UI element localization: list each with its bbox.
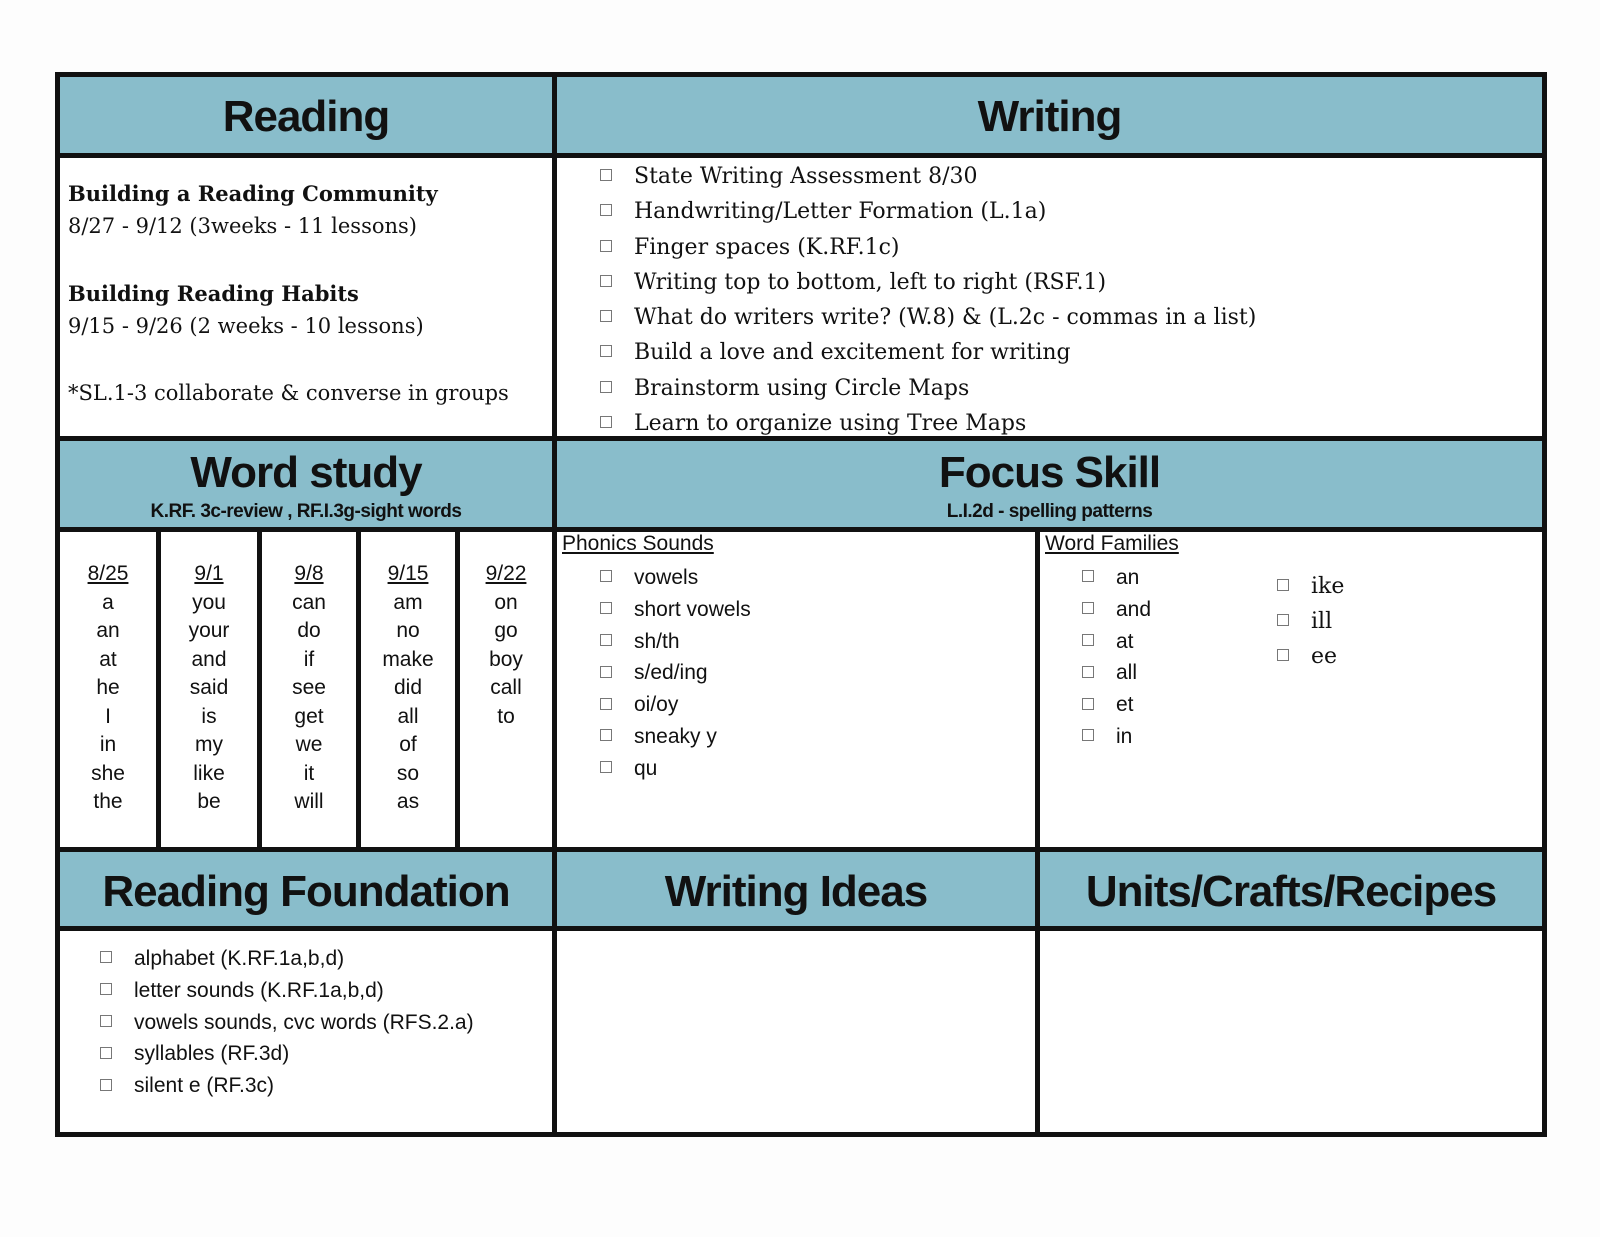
reading-unit1-dates: 8/27 - 9/12 (3weeks - 11 lessons): [68, 214, 418, 238]
word-families-column-1: [1082, 562, 1151, 753]
word-week-column: [262, 532, 356, 847]
sight-word: said: [189, 676, 229, 699]
sight-word: so: [396, 761, 420, 785]
sight-word: go: [494, 619, 518, 642]
writing-item: What do writers write? (W.8) & (L.2c - commas in a list): [600, 300, 1500, 335]
family-item: ill: [1277, 604, 1344, 639]
checkbox[interactable]: [600, 634, 612, 646]
sight-word: a: [102, 590, 114, 614]
writing-item: Build a love and excitement for writing: [600, 335, 1500, 370]
checkbox[interactable]: [1277, 614, 1289, 626]
sight-word: I: [105, 704, 111, 728]
sight-word: see: [292, 676, 326, 699]
checkbox[interactable]: [600, 310, 612, 322]
phonics-item: sh/th: [600, 626, 751, 658]
checkbox[interactable]: [600, 275, 612, 287]
sight-word: can: [292, 590, 326, 614]
phonics-sounds-title: Phonics Sounds: [562, 532, 714, 555]
checkbox[interactable]: [600, 204, 612, 216]
word-week-date: 9/1: [194, 562, 224, 585]
checkbox[interactable]: [600, 761, 612, 773]
foundation-item: letter sounds (K.RF.1a,b,d): [100, 975, 550, 1007]
focus-skill-header: [557, 441, 1542, 527]
sight-word: my: [195, 733, 223, 756]
reading-title: Reading: [222, 92, 390, 141]
writing-item: State Writing Assessment 8/30: [600, 159, 1500, 194]
reading-foundation-content: [100, 943, 550, 1102]
phonics-item: s/ed/ing: [600, 657, 751, 689]
checkbox[interactable]: [600, 345, 612, 357]
phonics-item: short vowels: [600, 594, 751, 626]
units-title: Units/Crafts/Recipes: [1085, 867, 1497, 916]
checkbox[interactable]: [600, 602, 612, 614]
reading-content: [68, 177, 548, 410]
sight-word: as: [396, 790, 420, 813]
word-week-date: 9/15: [387, 562, 429, 585]
sight-word: it: [303, 761, 315, 785]
word-study-header: [60, 441, 552, 527]
checkbox[interactable]: [600, 729, 612, 741]
sight-word: she: [91, 761, 125, 785]
reading-foundation-title: Reading Foundation: [102, 867, 510, 916]
writing-ideas-title: Writing Ideas: [664, 867, 928, 916]
foundation-item: alphabet (K.RF.1a,b,d): [100, 943, 550, 975]
checkbox[interactable]: [1082, 602, 1094, 614]
checkbox[interactable]: [600, 698, 612, 710]
checkbox[interactable]: [1082, 666, 1094, 678]
checkbox[interactable]: [1082, 698, 1094, 710]
word-week-date: 9/8: [294, 562, 324, 585]
focus-skill-title: Focus Skill: [938, 448, 1161, 497]
checkbox[interactable]: [100, 1047, 112, 1059]
word-week-column: [60, 532, 156, 847]
writing-item: Handwriting/Letter Formation (L.1a): [600, 194, 1500, 229]
phonics-item: sneaky y: [600, 721, 751, 753]
sight-word: call: [490, 676, 522, 699]
checkbox[interactable]: [100, 983, 112, 995]
sight-word: like: [193, 761, 225, 785]
sight-word: do: [297, 619, 321, 642]
sight-word: to: [497, 704, 515, 728]
lesson-plan-grid: [55, 72, 1547, 1137]
writing-item: Learn to organize using Tree Maps: [600, 406, 1500, 441]
word-week-column: [161, 532, 257, 847]
checkbox[interactable]: [600, 666, 612, 678]
checkbox[interactable]: [600, 381, 612, 393]
sight-word: no: [396, 619, 420, 642]
reading-unit2-title: Building Reading Habits: [68, 281, 359, 306]
sight-word: will: [294, 790, 324, 813]
sight-word: of: [399, 733, 417, 756]
checkbox[interactable]: [1277, 579, 1289, 591]
writing-checklist: [600, 159, 1500, 441]
phonics-item: vowels: [600, 562, 751, 594]
word-families-title: Word Families: [1045, 532, 1179, 555]
family-item: ike: [1277, 569, 1344, 604]
checkbox[interactable]: [100, 951, 112, 963]
sight-word: we: [295, 733, 323, 756]
sight-word: make: [382, 647, 434, 671]
word-week-column: [361, 532, 455, 847]
reading-header: [60, 77, 552, 153]
sight-word: boy: [489, 647, 523, 671]
sight-word: am: [393, 590, 423, 614]
checkbox[interactable]: [600, 570, 612, 582]
sight-word: at: [99, 647, 117, 671]
writing-ideas-header: [557, 852, 1035, 926]
reading-unit2-dates: 9/15 - 9/26 (2 weeks - 10 lessons): [68, 314, 424, 338]
writing-content: [600, 159, 1500, 441]
word-families-column-2: [1277, 569, 1344, 674]
sight-word: get: [294, 704, 324, 728]
writing-title: Writing: [977, 92, 1122, 141]
foundation-item: syllables (RF.3d): [100, 1038, 550, 1070]
reading-unit1-title: Building a Reading Community: [68, 181, 438, 206]
word-study-columns: [60, 532, 552, 847]
family-item: an: [1082, 562, 1151, 594]
writing-item: Brainstorm using Circle Maps: [600, 371, 1500, 406]
phonics-item: qu: [600, 753, 751, 785]
family-item: ee: [1277, 639, 1344, 674]
family-item: et: [1082, 689, 1151, 721]
foundation-item: silent e (RF.3c): [100, 1070, 550, 1102]
sight-word: the: [93, 790, 123, 813]
writing-item: Finger spaces (K.RF.1c): [600, 230, 1500, 265]
sight-word: your: [188, 619, 230, 642]
family-item: and: [1082, 594, 1151, 626]
phonics-item: oi/oy: [600, 689, 751, 721]
reading-foundation-checklist: [100, 943, 550, 1102]
checkbox[interactable]: [1082, 634, 1094, 646]
focus-skill-subtitle: L.I.2d - spelling patterns: [946, 501, 1153, 522]
word-week-date: 8/25: [87, 562, 129, 585]
sight-word: be: [197, 790, 221, 813]
sight-word: all: [397, 704, 419, 728]
sight-word: if: [303, 647, 315, 671]
foundation-item: vowels sounds, cvc words (RFS.2.a): [100, 1007, 550, 1039]
word-families-panel: [1040, 532, 1542, 847]
checkbox[interactable]: [1277, 649, 1289, 661]
sight-word: did: [393, 676, 423, 699]
checkbox[interactable]: [1082, 729, 1094, 741]
units-header: [1040, 852, 1542, 926]
checkbox[interactable]: [100, 1079, 112, 1091]
checkbox[interactable]: [600, 416, 612, 428]
sight-word: on: [494, 590, 518, 614]
sight-word: is: [201, 704, 217, 728]
word-week-date: 9/22: [485, 562, 527, 585]
checkbox[interactable]: [1082, 570, 1094, 582]
writing-item: Writing top to bottom, left to right (RSF.1): [600, 265, 1500, 300]
checkbox[interactable]: [100, 1015, 112, 1027]
sight-word: and: [191, 647, 227, 671]
checkbox[interactable]: [600, 240, 612, 252]
family-item: all: [1082, 657, 1151, 689]
word-study-subtitle: K.RF. 3c-review , RF.I.3g-sight words: [150, 501, 462, 522]
word-study-title: Word study: [190, 448, 422, 497]
family-item: at: [1082, 626, 1151, 658]
writing-header: [557, 77, 1542, 153]
reading-foundation-header: [60, 852, 552, 926]
sight-word: you: [192, 590, 226, 614]
sight-word: he: [96, 676, 120, 699]
phonics-checklist: [600, 562, 751, 785]
word-week-column: [460, 532, 552, 847]
checkbox[interactable]: [600, 169, 612, 181]
sight-word: an: [96, 619, 120, 642]
phonics-sounds-panel: [557, 532, 1035, 847]
family-item: in: [1082, 721, 1151, 753]
sight-word: in: [99, 733, 117, 756]
reading-note: *SL.1-3 collaborate & converse in groups: [68, 381, 509, 405]
